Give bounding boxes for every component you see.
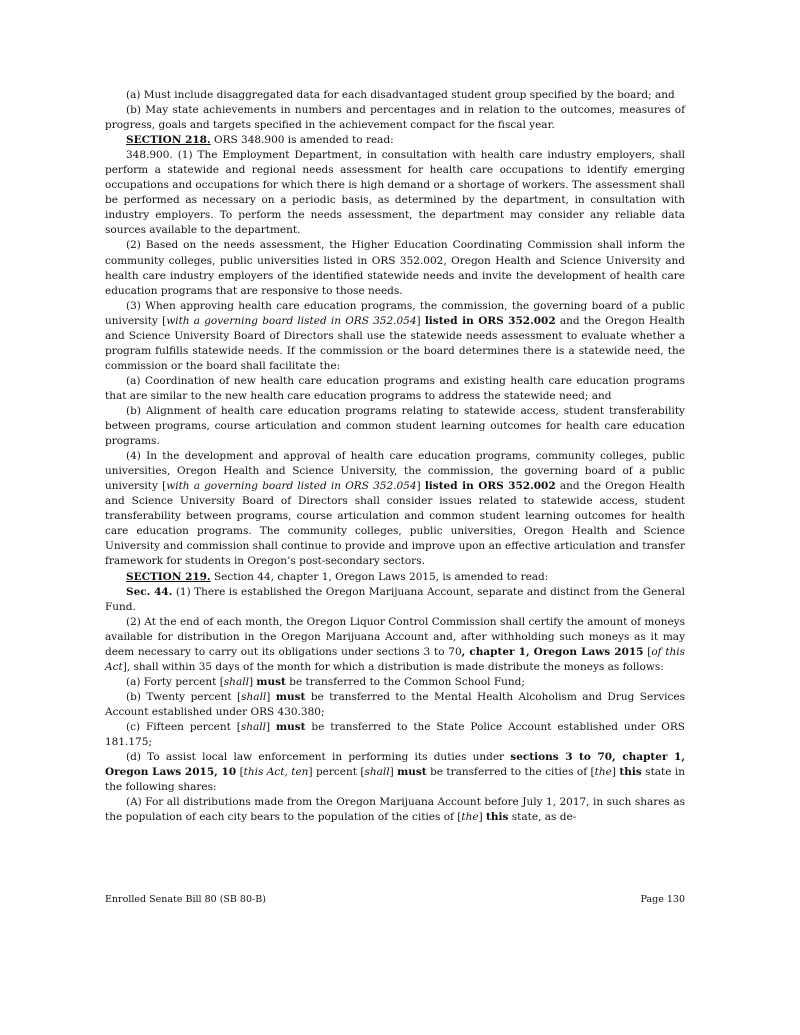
text-run: must bbox=[276, 720, 306, 733]
text-run: this bbox=[486, 811, 509, 824]
paragraph bbox=[105, 103, 685, 133]
paragraph bbox=[105, 148, 685, 238]
text-run: shall bbox=[223, 675, 249, 688]
text-run: (b) Alignment of health care education programs relating to statewide access, student transferability between programs, course articulation and common student learning outcomes for health care education programs. bbox=[105, 404, 685, 448]
text-run: (a) Must include disaggregated data for each disadvantaged student group specified by the board; and bbox=[126, 89, 675, 101]
text-run: (4) In the development and approval of health care education programs, community colleges, public universities, Oregon Health and Science University, the commission, the governing board of a public university [ bbox=[105, 450, 685, 493]
text-run: ] bbox=[416, 480, 425, 493]
text-run: ], shall within 35 days of the month for which a distribution is made distribute the moneys as follows: bbox=[122, 660, 664, 673]
text-run: [ bbox=[643, 645, 652, 658]
text-run: state in the following shares: bbox=[105, 766, 686, 794]
paragraph bbox=[105, 404, 685, 449]
text-run: , chapter 1, Oregon Laws 2015 bbox=[461, 645, 644, 658]
text-run: shall bbox=[240, 720, 266, 733]
text-run: (3) When approving health care education programs, the commission, the governing board of a public university [ bbox=[105, 299, 685, 327]
text-run: ] bbox=[416, 314, 425, 327]
paragraph bbox=[105, 750, 685, 795]
text-run: this Act, ten bbox=[243, 766, 309, 779]
text-run: ] bbox=[611, 766, 620, 779]
paragraph bbox=[105, 449, 685, 569]
paragraph bbox=[105, 585, 685, 615]
page-footer bbox=[105, 894, 685, 905]
footer-bill-label: Enrolled Senate Bill 80 (SB 80-B) bbox=[105, 894, 266, 905]
text-run: shall bbox=[241, 690, 267, 703]
text-run: (2) Based on the needs assessment, the Higher Education Coordinating Commission shall inform the community colleges, public universities listed in ORS 352.002, Oregon Health and Science University and health care industry employers of the identified statewide needs and invite the development of health care education programs that are responsive to those needs. bbox=[105, 239, 685, 297]
text-run: Sec. 44. bbox=[126, 585, 173, 598]
paragraph bbox=[105, 615, 685, 675]
paragraph bbox=[105, 88, 685, 103]
text-run: (b) Twenty percent [ bbox=[126, 690, 242, 703]
text-run: and the Oregon Health and Science University Board of Directors shall consider issues related to statewide access, student transferability between programs, course articulation and common student learning outcomes for health care education programs. The community colleges, public universities, Oregon Health and Science University and commission shall continue to provide and improve upon an effective articulation and transfer framework for students in Oregon’s post-secondary sectors. bbox=[105, 480, 685, 568]
text-run: ] bbox=[266, 690, 276, 703]
text-run: 348.900. (1) The Employment Department, in consultation with health care industry employers, shall perform a statewide and regional needs assessment for health care occupations to identify emerging occupations and occupations for which there is high demand or a shortage of workers. The assessment shall be performed as necessary on a periodic basis, as determined by the department, in consultation with industry employers. To perform the needs assessment, the department may consider any reliable data sources available to the department. bbox=[105, 149, 685, 237]
text-run: the bbox=[594, 766, 612, 779]
section-heading: SECTION 218. bbox=[126, 134, 211, 147]
document-body bbox=[105, 88, 685, 825]
text-run: with a governing board listed in ORS 352.054 bbox=[166, 480, 417, 493]
text-run: (c) Fifteen percent [ bbox=[126, 720, 241, 733]
text-run: must bbox=[256, 675, 286, 688]
text-run: ORS 348.900 is amended to read: bbox=[210, 134, 394, 147]
text-run: ] percent [ bbox=[308, 766, 365, 779]
footer-page-number: Page 130 bbox=[640, 894, 685, 905]
text-run: be transferred to the Mental Health Alcoholism and Drug Services Account established under ORS 430.380; bbox=[105, 690, 685, 718]
text-run: shall bbox=[364, 766, 390, 779]
text-run: Section 44, chapter 1, Oregon Laws 2015, is amended to read: bbox=[210, 570, 549, 583]
text-run: (A) For all distributions made from the Oregon Marijuana Account before July 1, 2017, in such shares as the population of each city bears to the population of the cities of [ bbox=[105, 796, 685, 824]
text-run: must bbox=[275, 690, 306, 703]
text-run: must bbox=[397, 766, 427, 779]
paragraph bbox=[105, 690, 685, 720]
paragraph bbox=[105, 299, 685, 374]
paragraph bbox=[105, 675, 685, 690]
paragraph bbox=[105, 374, 685, 404]
text-run: sections 3 to 70, chapter 1, Oregon Laws 2015, 10 bbox=[105, 751, 685, 779]
text-run: ] bbox=[248, 675, 257, 688]
text-run: state, as de- bbox=[508, 811, 577, 824]
text-run: of this Act bbox=[105, 645, 686, 673]
text-run: (b) May state achievements in numbers and percentages and in relation to the outcomes, measures of progress, goals and targets specified in the achievement compact for the fiscal year. bbox=[105, 104, 685, 132]
text-run: listed in ORS 352.002 bbox=[424, 314, 556, 327]
text-run: ] bbox=[389, 766, 398, 779]
text-run: (2) At the end of each month, the Oregon Liquor Control Commission shall certify the amount of moneys available for distribution in the Oregon Marijuana Account and, after withholding such moneys as it may deem necessary to carry out its obligations under sections 3 to 70 bbox=[105, 615, 685, 658]
text-run: (d) To assist local law enforcement in performing its duties under bbox=[126, 751, 511, 764]
text-run: ] bbox=[478, 811, 487, 824]
text-run: be transferred to the cities of [ bbox=[426, 766, 595, 779]
text-run: listed in ORS 352.002 bbox=[424, 480, 556, 493]
text-run: be transferred to the State Police Account established under ORS 181.175; bbox=[105, 720, 686, 749]
paragraph bbox=[105, 795, 685, 825]
text-run: [ bbox=[236, 766, 244, 779]
text-run: with a governing board listed in ORS 352.054 bbox=[166, 314, 417, 327]
paragraph bbox=[105, 133, 685, 148]
text-run: (a) Forty percent [ bbox=[126, 675, 224, 688]
paragraph bbox=[105, 570, 685, 585]
text-run: (a) Coordination of new health care education programs and existing health care education programs that are similar to the new health care education programs to address the statewide need; and bbox=[105, 374, 685, 402]
paragraph bbox=[105, 720, 685, 750]
text-run: the bbox=[461, 811, 479, 824]
text-run: this bbox=[619, 766, 642, 779]
section-heading: SECTION 219. bbox=[126, 570, 211, 583]
text-run: be transferred to the Common School Fund; bbox=[285, 675, 525, 688]
text-run: (1) There is established the Oregon Marijuana Account, separate and distinct from the General Fund. bbox=[105, 585, 685, 613]
text-run: ] bbox=[266, 720, 276, 733]
text-run: and the Oregon Health and Science University Board of Directors shall use the statewide needs assessment to evaluate whether a program fulfills statewide needs. If the commission or the board determines there is a statewide need, the commission or the board shall facilitate the: bbox=[105, 314, 685, 372]
paragraph bbox=[105, 238, 685, 298]
